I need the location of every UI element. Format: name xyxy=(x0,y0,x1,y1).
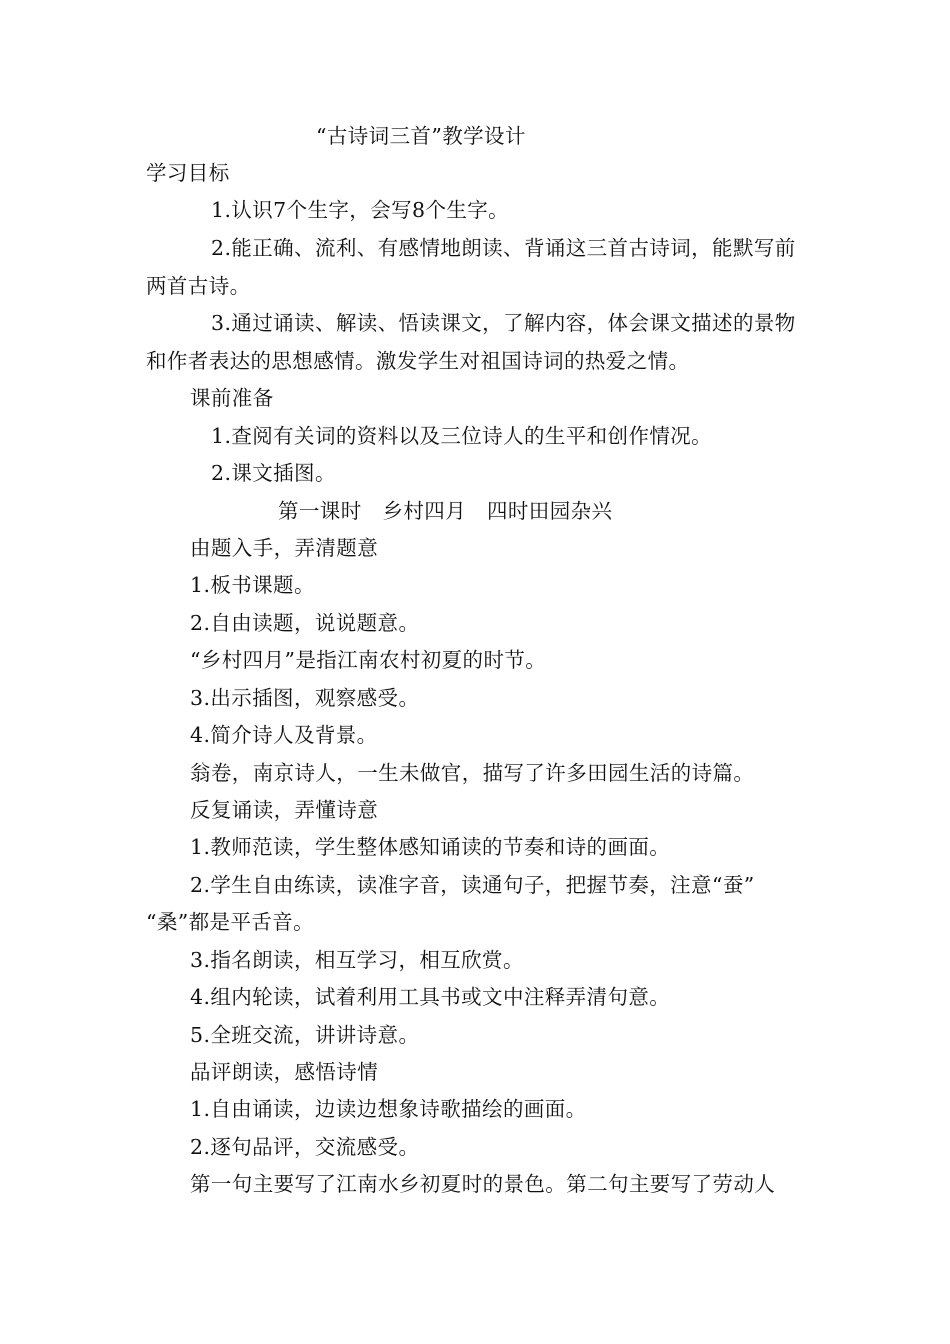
step-item: 4.简介诗人及背景。 xyxy=(190,723,378,747)
step-item-cont: “桑”都是平舌音。 xyxy=(146,910,315,934)
step-item: 1.板书课题。 xyxy=(190,573,315,597)
document-title: “古诗词三首”教学设计 xyxy=(316,124,526,148)
step-item: 4.组内轮读，试着利用工具书或文中注释弄清句意。 xyxy=(190,985,671,1009)
goal-item-3-cont: 和作者表达的思想感情。激发学生对祖国诗词的热爱之情。 xyxy=(146,349,690,373)
goal-item-1: 1.认识7个生字，会写8个生字。 xyxy=(211,198,510,222)
body-text: 翁卷，南京诗人，一生未做官，描写了许多田园生活的诗篇。 xyxy=(190,761,755,785)
prep-item-2: 2.课文插图。 xyxy=(211,461,336,485)
step-item: 5.全班交流，讲讲诗意。 xyxy=(190,1023,420,1047)
section-heading-preparation: 课前准备 xyxy=(190,386,274,410)
step-item: 2.自由读题，说说题意。 xyxy=(190,611,420,635)
goal-item-2-cont: 两首古诗。 xyxy=(146,274,251,298)
step-item: 3.出示插图，观察感受。 xyxy=(190,686,420,710)
prep-item-1: 1.查阅有关词的资料以及三位诗人的生平和创作情况。 xyxy=(211,424,713,448)
section-heading-title: 由题入手，弄清题意 xyxy=(190,536,379,560)
section-heading-learning-goals: 学习目标 xyxy=(146,161,230,185)
goal-item-3: 3.通过诵读、解读、悟读课文，了解内容，体会课文描述的景物 xyxy=(211,311,796,335)
goal-item-2: 2.能正确、流利、有感情地朗读、背诵这三首古诗词，能默写前 xyxy=(211,236,796,260)
section-heading-reading: 反复诵读，弄懂诗意 xyxy=(190,798,379,822)
step-item: 2.逐句品评，交流感受。 xyxy=(190,1135,420,1159)
step-item: 3.指名朗读，相互学习，相互欣赏。 xyxy=(190,948,524,972)
body-text: 第一句主要写了江南水乡初夏时的景色。第二句主要写了劳动人 xyxy=(190,1172,776,1196)
step-item: 1.自由诵读，边读边想象诗歌描绘的画面。 xyxy=(190,1097,587,1121)
step-item: 2.学生自由练读，读准字音，读通句子，把握节奏，注意“蚕” xyxy=(190,873,755,897)
lesson-heading: 第一课时 乡村四月 四时田园杂兴 xyxy=(278,499,613,523)
section-heading-appreciation: 品评朗读，感悟诗情 xyxy=(190,1060,379,1084)
step-item: 1.教师范读，学生整体感知诵读的节奏和诗的画面。 xyxy=(190,835,671,859)
body-text: “乡村四月”是指江南农村初夏的时节。 xyxy=(190,648,547,672)
